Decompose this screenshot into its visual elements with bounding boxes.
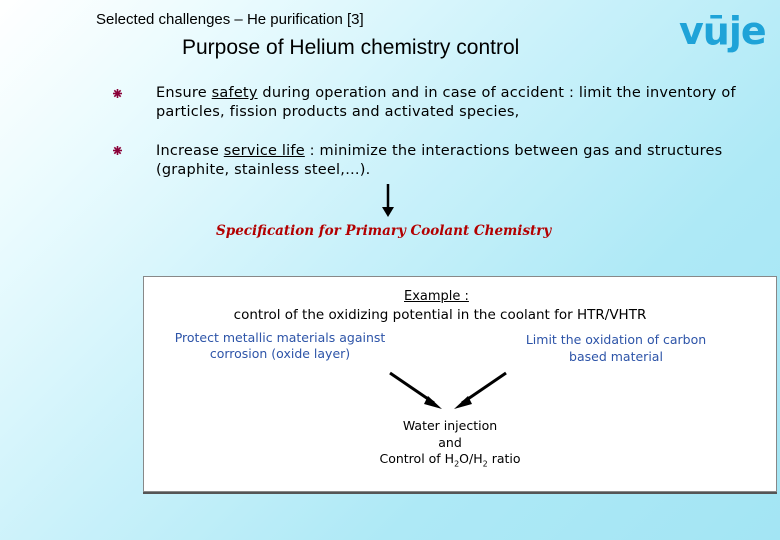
- bullet-prefix: Increase: [156, 143, 224, 159]
- example-label: Example :: [404, 289, 469, 304]
- left-goal-line2: corrosion (oxide layer): [209, 346, 351, 361]
- down-arrow-icon: [382, 184, 394, 217]
- bullet-item-service-life: [156, 142, 722, 180]
- specification-heading: Specification for Primary Coolant Chemistry: [216, 223, 552, 239]
- bullet-text-line2: particles, fission products and activated species,: [156, 104, 520, 120]
- result-line2: and: [438, 434, 462, 450]
- result-line1: Water injection: [402, 418, 498, 433]
- section-header: Selected challenges – He purification [3]: [96, 11, 364, 28]
- result-box: [360, 418, 540, 473]
- bullet-keyword: service life: [223, 143, 305, 159]
- example-subtitle: control of the oxidizing potential in the coolant for HTR/VHTR: [233, 307, 647, 323]
- bullet-text: : minimize the interactions between gas and structures: [304, 143, 723, 159]
- bullet-text-line2: (graphite, stainless steel,…).: [156, 162, 371, 178]
- vuje-logo: vūje: [679, 9, 766, 53]
- bullet-icon: [113, 146, 122, 155]
- bullet-keyword: safety: [211, 85, 258, 101]
- right-goal-line2: based material: [569, 349, 663, 364]
- bullet-icon: [113, 89, 122, 98]
- left-goal: [162, 330, 398, 362]
- bullet-item-safety: [156, 84, 736, 122]
- result-line3: Control of $H_2O/H_2$ ratio: [379, 451, 521, 469]
- slide-title: Purpose of Helium chemistry control: [182, 36, 520, 59]
- bullet-text: during operation and in case of accident : limit the inventory of: [257, 85, 736, 101]
- bullet-prefix: Ensure: [156, 85, 212, 101]
- right-goal: [506, 331, 726, 365]
- right-goal-line1: Limit the oxidation of carbon: [525, 332, 707, 347]
- left-goal-line1: Protect metallic materials against: [174, 330, 386, 345]
